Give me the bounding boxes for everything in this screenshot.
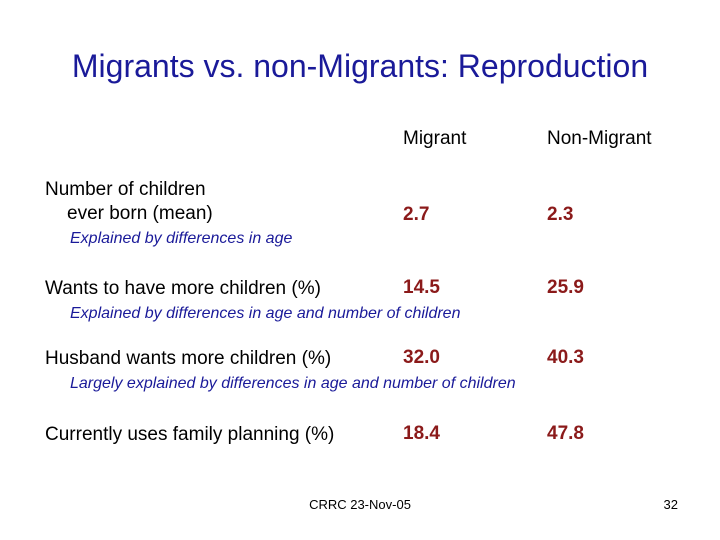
row-label-uses-family-planning: Currently uses family planning (%): [45, 424, 335, 445]
row-label-line1: Number of children: [45, 179, 206, 200]
footer-text: CRRC 23-Nov-05: [309, 497, 411, 512]
value-migrant-children-ever-born: 2.7: [403, 204, 430, 225]
row-label-wants-more-children: Wants to have more children (%): [45, 278, 321, 299]
value-migrant-uses-family-planning: 18.4: [403, 423, 440, 444]
value-non-migrant-husband-wants-more-children: 40.3: [547, 347, 584, 368]
value-non-migrant-children-ever-born: 2.3: [547, 204, 574, 225]
slide-title: Migrants vs. non-Migrants: Reproduction: [71, 48, 649, 84]
column-header-migrant: Migrant: [403, 128, 467, 149]
column-header-non-migrant: Non-Migrant: [547, 128, 652, 149]
value-migrant-wants-more-children: 14.5: [403, 277, 440, 298]
note-children-ever-born: Explained by differences in age: [70, 230, 293, 247]
row-label-line2: ever born (mean): [67, 203, 213, 224]
note-wants-more-children: Explained by differences in age and number of children: [70, 305, 461, 322]
value-migrant-husband-wants-more-children: 32.0: [403, 347, 440, 368]
row-label-children-ever-born: [45, 178, 213, 226]
page-number: 32: [663, 497, 678, 512]
value-non-migrant-wants-more-children: 25.9: [547, 277, 584, 298]
note-husband-wants-more-children: Largely explained by differences in age and number of children: [70, 375, 516, 392]
value-non-migrant-uses-family-planning: 47.8: [547, 423, 584, 444]
row-label-husband-wants-more-children: Husband wants more children (%): [45, 348, 332, 369]
